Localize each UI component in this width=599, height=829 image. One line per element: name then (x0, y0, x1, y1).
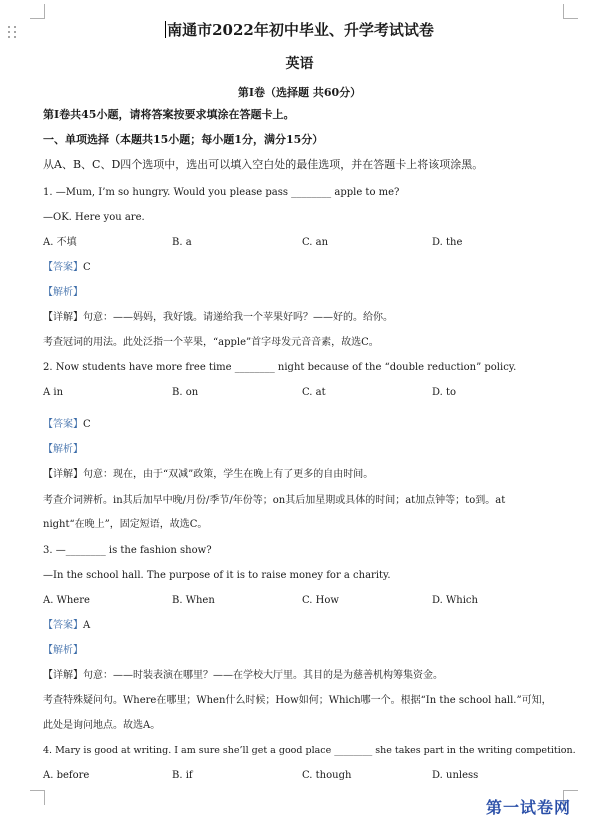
q3-option-c: C. How (302, 595, 339, 606)
question-2-text: 2. Now students have more free time ________ night because of the “double reduction” policy. (43, 362, 517, 373)
volume-heading: 第I卷（选择题 共60分） (237, 86, 362, 99)
answer-tag: 【答案】 (43, 419, 83, 430)
q1-analysis-tag: 【解析】 (43, 287, 83, 298)
answer-tag: 【答案】 (43, 262, 83, 273)
section-heading: 一、单项选择（本题共15小题；每小题1分，满分15分） (43, 133, 324, 146)
text-cursor (165, 21, 166, 38)
q2-option-c: C. at (302, 387, 326, 398)
q3-detail: 【详解】句意：——时装表演在哪里？——在学校大厅里。其目的是为慈善机构筹集资金。 (43, 670, 443, 681)
q2-explanation-1: 考查介词辨析。in其后加早中晚/月份/季节/年份等；on其后加星期或具体的时间；at加点钟等；to到。at (43, 495, 506, 506)
q2-analysis-tag: 【解析】 (43, 444, 83, 455)
q4-option-b: B. if (172, 770, 193, 781)
q2-explanation-2: night“在晚上”，固定短语，故选C。 (43, 519, 208, 530)
q3-answer: 【答案】A (43, 620, 91, 631)
corner-mark-bottom-left (30, 790, 45, 805)
q3-option-d: D. Which (432, 595, 478, 606)
q4-option-d: D. unless (432, 770, 479, 781)
q4-option-a: A. before (43, 770, 90, 781)
corner-mark-top-left (30, 4, 45, 19)
q1-detail: 【详解】句意：——妈妈，我好饿。请递给我一个苹果好吗？——好的。给你。 (43, 312, 393, 323)
q3-option-a: A. Where (43, 595, 90, 606)
instruction-line: 从A、B、C、D四个选项中，选出可以填入空白处的最佳选项，并在答题卡上将该项涂黑。 (43, 158, 484, 171)
q1-option-c: C. an (302, 237, 329, 248)
corner-mark-top-right (563, 4, 578, 19)
question-1-reply: —OK. Here you are. (43, 212, 145, 223)
question-3-text: 3. —________ is the fashion show? (43, 545, 212, 556)
answer-tag: 【答案】 (43, 620, 83, 631)
exam-title: 南通市2022年初中毕业、升学考试试卷 (167, 21, 434, 39)
q1-option-a: A. 不填 (43, 237, 77, 248)
q1-answer: 【答案】C (43, 262, 91, 273)
q2-option-a: A in (43, 387, 64, 398)
q3-explanation-2: 此处是询问地点。故选A。 (43, 720, 161, 731)
intro-line: 第I卷共45小题，请将答案按要求填涂在答题卡上。 (43, 108, 295, 121)
question-4-text: 4. Mary is good at writing. I am sure she’ll get a good place ________ she takes part in the writing competition. (43, 745, 576, 756)
q3-analysis-tag: 【解析】 (43, 645, 83, 656)
q1-option-d: D. the (432, 237, 463, 248)
q2-option-b: B. on (172, 387, 199, 398)
q4-option-c: C. though (302, 770, 352, 781)
question-3-reply: —In the school hall. The purpose of it is to raise money for a charity. (43, 570, 391, 581)
q3-explanation-1: 考查特殊疑问句。Where在哪里；When什么时候；How如何；Which哪一个。根据“In the school hall.”可知， (43, 695, 552, 706)
q3-option-b: B. When (172, 595, 215, 606)
q2-detail: 【详解】句意：现在，由于“双减”政策，学生在晚上有了更多的自由时间。 (43, 469, 374, 480)
subject-title: 英语 (285, 56, 314, 72)
watermark-logo: 第一试卷网 (486, 798, 572, 817)
question-1-text: 1. —Mum, I’m so hungry. Would you please pass ________ apple to me? (43, 187, 400, 198)
q1-option-b: B. a (172, 237, 192, 248)
q2-option-d: D. to (432, 387, 457, 398)
q2-answer: 【答案】C (43, 419, 91, 430)
q1-explanation: 考查冠词的用法。此处泛指一个苹果，“apple”首字母发元音音素，故选C。 (43, 337, 379, 348)
